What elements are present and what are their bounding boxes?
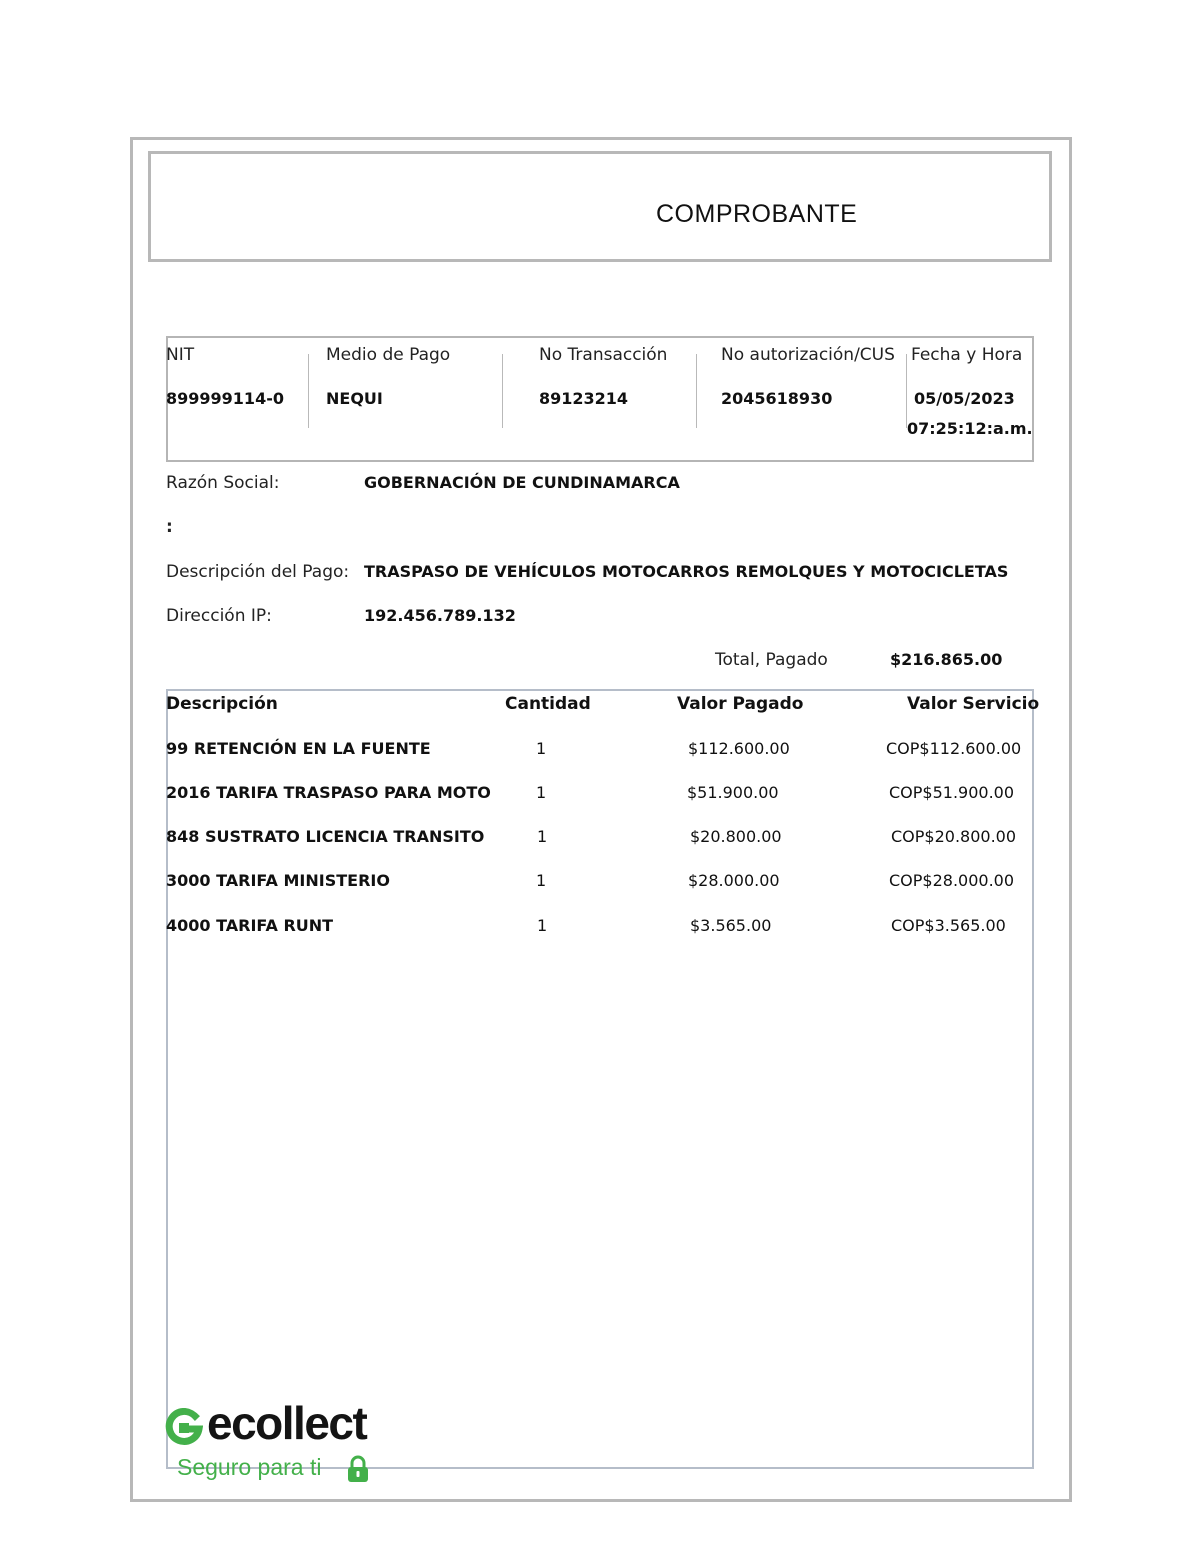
table-row-description: 4000 TARIFA RUNT — [166, 916, 334, 935]
table-row-quantity: 1 — [536, 783, 547, 802]
table-row-description: 2016 TARIFA TRASPASO PARA MOTO — [166, 783, 491, 802]
table-row-description: 99 RETENCIÓN EN LA FUENTE — [166, 739, 431, 758]
page-title: COMPROBANTE — [656, 200, 858, 228]
logo-slogan: Seguro para ti — [177, 1454, 322, 1480]
ecollect-logo-text: ecollect — [207, 1397, 367, 1449]
column-divider — [696, 354, 697, 428]
ecollect-logo-mark-icon — [165, 1408, 203, 1448]
time-value: 07:25:12:a.m. — [907, 419, 1033, 438]
table-row-amount-paid: $51.900.00 — [687, 783, 779, 802]
ip-address-label: Dirección IP: — [166, 606, 272, 626]
table-row-amount-paid: $3.565.00 — [690, 916, 772, 935]
table-row-description: 848 SUSTRATO LICENCIA TRANSITO — [166, 827, 485, 846]
table-row-amount-paid: $112.600.00 — [688, 739, 790, 758]
table-row-service-value: COP$20.800.00 — [891, 827, 1017, 846]
transaction-number-label: No Transacción — [539, 345, 668, 365]
column-divider — [502, 354, 503, 428]
date-time-label: Fecha y Hora — [911, 345, 1023, 365]
authorization-value: 2045618930 — [721, 389, 833, 408]
table-row-service-value: COP$28.000.00 — [889, 871, 1015, 890]
business-name-label: Razón Social: — [166, 473, 280, 493]
table-row-description: 3000 TARIFA MINISTERIO — [166, 871, 390, 890]
table-row-service-value: COP$112.600.00 — [886, 739, 1022, 758]
table-row-amount-paid: $20.800.00 — [690, 827, 782, 846]
table-row-quantity: 1 — [537, 827, 548, 846]
column-divider — [308, 354, 309, 428]
payment-description-label: Descripción del Pago: — [166, 562, 350, 582]
column-header-quantity: Cantidad — [505, 694, 591, 714]
table-row-quantity: 1 — [537, 916, 548, 935]
date-value: 05/05/2023 — [914, 389, 1015, 408]
table-row-amount-paid: $28.000.00 — [688, 871, 780, 890]
payment-method-label: Medio de Pago — [326, 345, 451, 365]
nit-label: NIT — [166, 345, 195, 365]
payment-description-value: TRASPASO DE VEHÍCULOS MOTOCARROS REMOLQUES Y MOTOCICLETAS — [364, 562, 1009, 581]
authorization-label: No autorización/CUS — [721, 345, 895, 365]
column-header-service-value: Valor Servicio — [907, 694, 1040, 714]
empty-field-colon: : — [166, 517, 173, 537]
nit-value: 899999114-0 — [166, 389, 284, 408]
column-header-description: Descripción — [166, 694, 278, 714]
table-row-quantity: 1 — [536, 739, 547, 758]
lock-icon — [345, 1454, 371, 1484]
payment-method-value: NEQUI — [326, 389, 383, 408]
transaction-number-value: 89123214 — [539, 389, 629, 408]
column-divider — [906, 354, 907, 428]
table-row-quantity: 1 — [536, 871, 547, 890]
table-row-service-value: COP$51.900.00 — [889, 783, 1015, 802]
header-box — [148, 151, 1052, 262]
items-table — [166, 689, 1034, 1469]
total-paid-label: Total, Pagado — [715, 650, 828, 670]
column-header-amount-paid: Valor Pagado — [677, 694, 804, 714]
table-row-service-value: COP$3.565.00 — [891, 916, 1006, 935]
total-paid-value: $216.865.00 — [890, 650, 1003, 669]
ip-address-value: 192.456.789.132 — [364, 606, 516, 625]
business-name-value: GOBERNACIÓN DE CUNDINAMARCA — [364, 473, 680, 492]
